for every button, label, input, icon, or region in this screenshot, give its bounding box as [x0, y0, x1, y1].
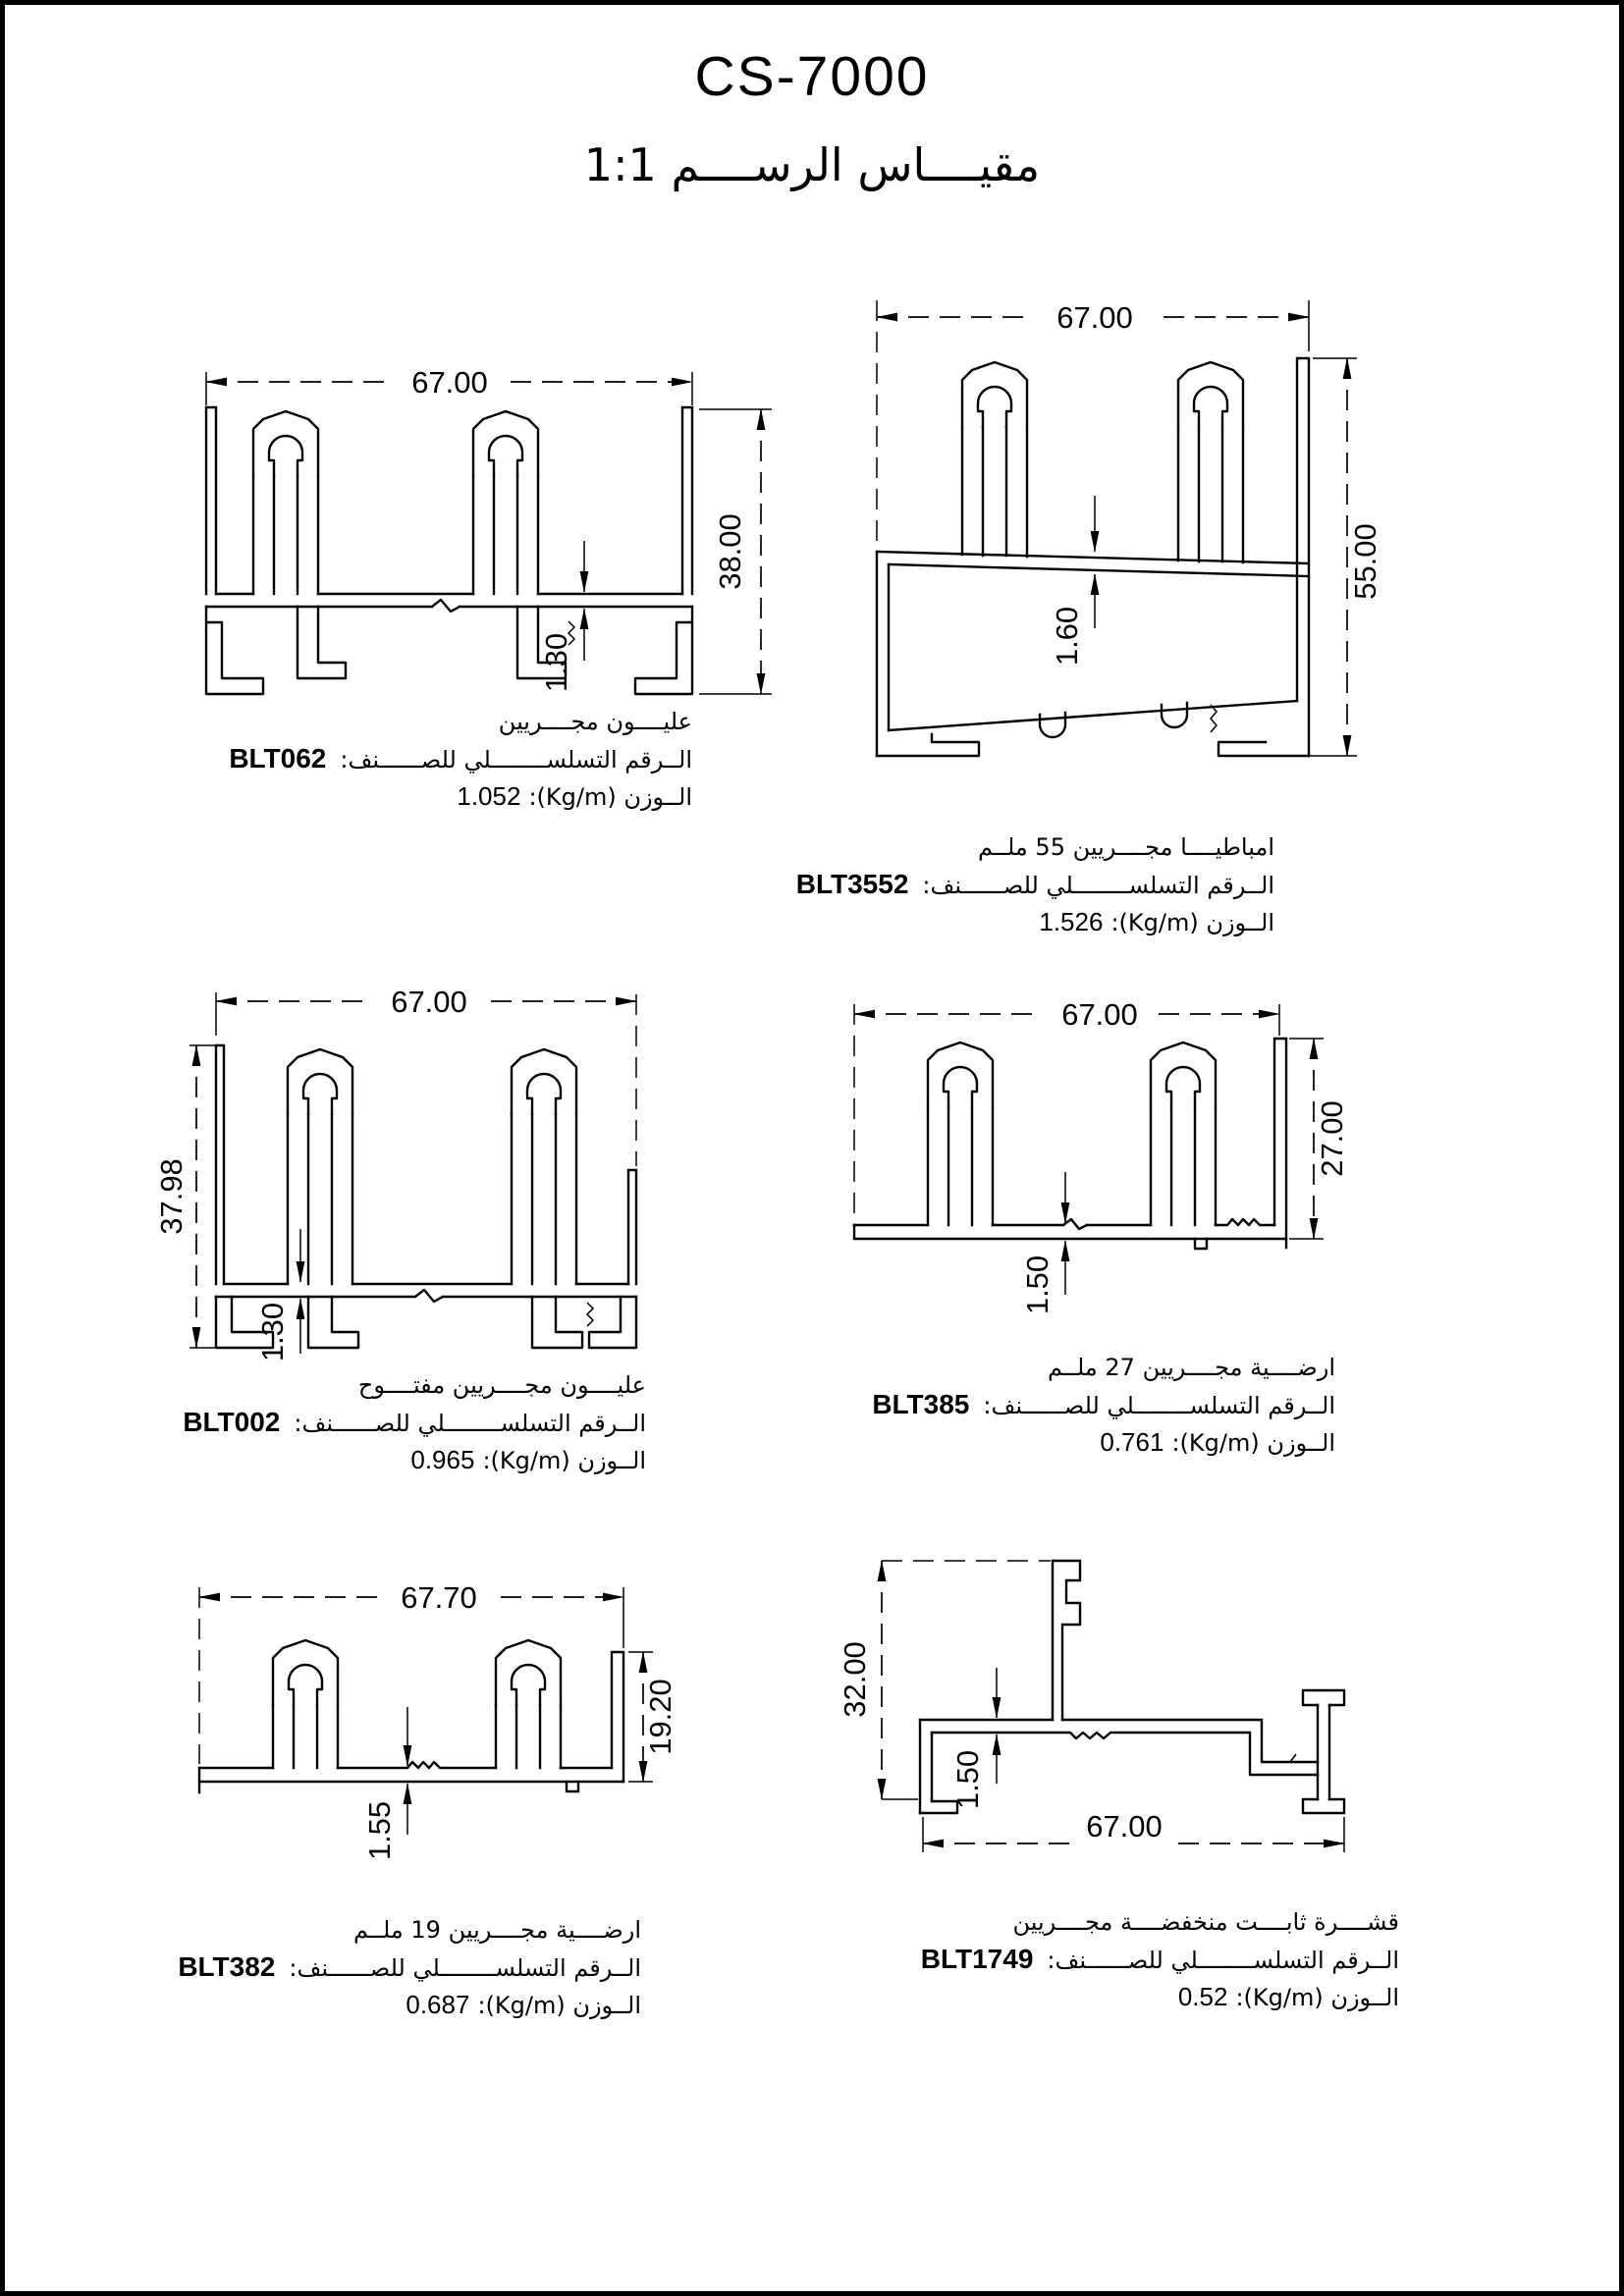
dim-width-value: 67.00 — [1056, 300, 1133, 335]
base-top-knurled — [1216, 1219, 1274, 1225]
keyhole-tower — [1151, 1042, 1216, 1107]
serial-label: الــرقم التسلســــــــلي للصــــــنف: — [294, 1410, 646, 1437]
dim-thickness-value: 1.50 — [950, 1749, 985, 1810]
label-blt062 — [187, 704, 692, 816]
right-wall — [628, 1170, 636, 1284]
base-bottom — [199, 1768, 623, 1792]
serial-label: الــرقم التسلســــــــلي للصــــــنف: — [983, 1392, 1335, 1419]
profile-outline-blt3552 — [877, 358, 1309, 756]
profile-code: BLT382 — [178, 1951, 276, 1982]
keyhole-tower — [473, 411, 538, 476]
right-column-top-flange — [1303, 1690, 1344, 1705]
right-column-bottom-flange — [1303, 1799, 1344, 1813]
dim-thickness-value: 1.30 — [539, 632, 573, 693]
right-foot-channel — [635, 607, 692, 694]
weight-label: الــوزن (Kg/m): — [1235, 1984, 1399, 2011]
dim-width-value: 67.00 — [1061, 997, 1138, 1032]
drawing-blt3552 — [869, 294, 1478, 815]
tower-walls — [962, 427, 1243, 562]
profile-name: ارضــــية مجــــريين 27 ملــم — [1047, 1354, 1335, 1381]
dim-thickness-value: 1.30 — [255, 1302, 290, 1362]
dim-thickness-value: 1.60 — [1050, 606, 1084, 667]
label-blt3552 — [769, 829, 1274, 941]
profile-serial-row — [140, 1404, 646, 1442]
weight-value: 0.52 — [1177, 1982, 1228, 2011]
profile-serial-row — [135, 1949, 641, 1987]
drawing-blt1749 — [838, 1536, 1497, 1958]
dim-width-value: 67.00 — [411, 365, 488, 400]
right-wall — [1274, 1039, 1286, 1248]
weight-value: 0.965 — [410, 1445, 475, 1474]
dim-width-value: 67.00 — [1086, 1809, 1163, 1843]
right-wall — [1297, 358, 1309, 756]
drawing-blt002 — [154, 985, 810, 1379]
drawing-blt385 — [839, 987, 1478, 1325]
knurl-mark — [587, 1303, 593, 1326]
serial-label: الــرقم التسلســــــــلي للصــــــنف: — [340, 746, 692, 774]
profile-code: BLT1749 — [920, 1944, 1034, 1974]
tower-walls — [928, 1107, 1216, 1225]
drawing-blt062 — [187, 365, 795, 712]
profile-name: عليــــون مجــــريين — [498, 708, 692, 735]
page-subtitle-scale: مقيــــاس الرســــم 1:1 — [583, 138, 1041, 191]
profile-code: BLT3552 — [795, 869, 909, 899]
profile-weight-row — [830, 1424, 1335, 1462]
web-bottom — [216, 1290, 636, 1302]
web-bottom — [206, 600, 692, 612]
dim-height-value: 37.98 — [154, 1158, 189, 1235]
left-foot-channel — [206, 607, 263, 694]
leg-foot — [532, 1297, 582, 1348]
profile-code: BLT385 — [872, 1389, 970, 1419]
under-notch — [1195, 1239, 1207, 1249]
profile-weight-row — [140, 1442, 646, 1479]
weight-label: الــوزن (Kg/m): — [482, 1447, 646, 1474]
serial-label: الــرقم التسلســــــــلي للصــــــنف: — [289, 1954, 641, 1982]
dimensions-blt1749 — [838, 1561, 1344, 1852]
label-blt1749 — [893, 1904, 1399, 2016]
dim-height-value: 38.00 — [713, 513, 747, 590]
weight-label: الــوزن (Kg/m): — [1171, 1429, 1335, 1457]
dim-thickness-value: 1.55 — [362, 1800, 397, 1861]
profile-serial-row — [893, 1941, 1399, 1979]
left-wall — [920, 1720, 932, 1813]
keyhole-tower — [512, 1049, 576, 1114]
dimensions-blt3552 — [877, 300, 1382, 756]
stem-and-hook — [1053, 1561, 1080, 1720]
keyhole-tower — [253, 411, 318, 476]
snap-hook — [1162, 703, 1187, 727]
profile-outline-blt385 — [854, 1039, 1286, 1249]
label-blt002 — [140, 1367, 646, 1479]
serial-label: الــرقم التسلســــــــلي للصــــــنف: — [922, 872, 1274, 899]
keyhole-tower — [928, 1042, 993, 1107]
tower-walls — [253, 476, 538, 594]
left-wall — [206, 407, 216, 594]
base-top — [199, 1762, 612, 1768]
weight-value: 0.687 — [406, 1990, 470, 2019]
dim-height-value: 55.00 — [1348, 523, 1382, 600]
deck-bottom-knurled — [932, 1733, 1318, 1775]
profile-outline-blt002 — [216, 1045, 636, 1348]
tower-walls — [288, 1114, 576, 1284]
drawing-blt382 — [182, 1575, 820, 1899]
page-title: CS-7000 — [694, 45, 930, 108]
dimensions-blt062 — [206, 365, 772, 694]
weight-label: الــوزن (Kg/m): — [1110, 909, 1274, 936]
label-blt382 — [135, 1912, 641, 2024]
keyhole-tower — [288, 1049, 352, 1114]
leg-foot — [298, 607, 346, 678]
right-upstand — [612, 1652, 623, 1782]
leg-foot — [308, 1297, 358, 1348]
weight-value: 1.052 — [457, 781, 521, 811]
profile-code: BLT002 — [183, 1407, 281, 1437]
dim-height-value: 27.00 — [1315, 1100, 1349, 1177]
left-wall — [877, 552, 889, 756]
extension-line — [189, 1045, 223, 1348]
dim-width-value: 67.00 — [391, 985, 467, 1019]
profile-serial-row — [769, 866, 1274, 904]
profile-name: قشــــرة ثابــــت منخفضــــة مجــــريين — [1012, 1908, 1399, 1936]
dimensions-blt382 — [199, 1580, 677, 1860]
under-notch — [567, 1782, 578, 1791]
dim-thickness-value: 1.50 — [1020, 1255, 1055, 1315]
base-bottom — [854, 1225, 1286, 1239]
left-wall — [216, 1045, 224, 1284]
profile-serial-row — [830, 1386, 1335, 1424]
profile-weight-row — [893, 1979, 1399, 2016]
keyhole-tower — [496, 1640, 561, 1705]
profile-serial-row — [187, 740, 692, 778]
profile-outline-blt062 — [206, 407, 692, 694]
right-foot-channel — [589, 1297, 636, 1348]
profile-weight-row — [769, 904, 1274, 941]
profile-name: ارضــــية مجــــريين 19 ملــم — [352, 1916, 641, 1944]
profile-name: امباطيــــا مجــــريين 55 ملــم — [977, 833, 1274, 861]
bottom-right-pad — [1218, 742, 1309, 756]
profile-code: BLT062 — [229, 743, 327, 774]
keyhole-tower — [1178, 362, 1243, 427]
floor — [889, 701, 1297, 730]
right-wall — [682, 407, 692, 594]
keyhole-tower — [962, 362, 1027, 427]
bottom-left-pad — [877, 734, 979, 756]
profile-outline-blt382 — [199, 1640, 623, 1792]
tower-walls — [273, 1705, 561, 1768]
weight-value: 0.761 — [1100, 1427, 1164, 1457]
profile-weight-row — [187, 778, 692, 816]
weight-label: الــوزن (Kg/m): — [477, 1992, 641, 2019]
knurl-mark — [1211, 705, 1217, 732]
profile-name: عليــــون مجــــريين مفتــــوح — [357, 1371, 646, 1399]
right-column — [1318, 1705, 1329, 1799]
weight-value: 1.526 — [1039, 907, 1104, 936]
weight-label: الــوزن (Kg/m): — [528, 783, 692, 811]
dim-width-value: 67.70 — [401, 1580, 477, 1615]
dim-height-value: 32.00 — [838, 1641, 872, 1718]
snap-hook — [1040, 713, 1065, 737]
base-top — [854, 1219, 1151, 1229]
label-blt385 — [830, 1350, 1335, 1462]
profile-weight-row — [135, 1987, 641, 2024]
dim-height-value: 19.20 — [643, 1679, 677, 1755]
dimensions-blt002 — [154, 985, 636, 1362]
serial-label: الــرقم التسلســــــــلي للصــــــنف: — [1047, 1947, 1399, 1974]
keyhole-tower — [273, 1640, 338, 1705]
